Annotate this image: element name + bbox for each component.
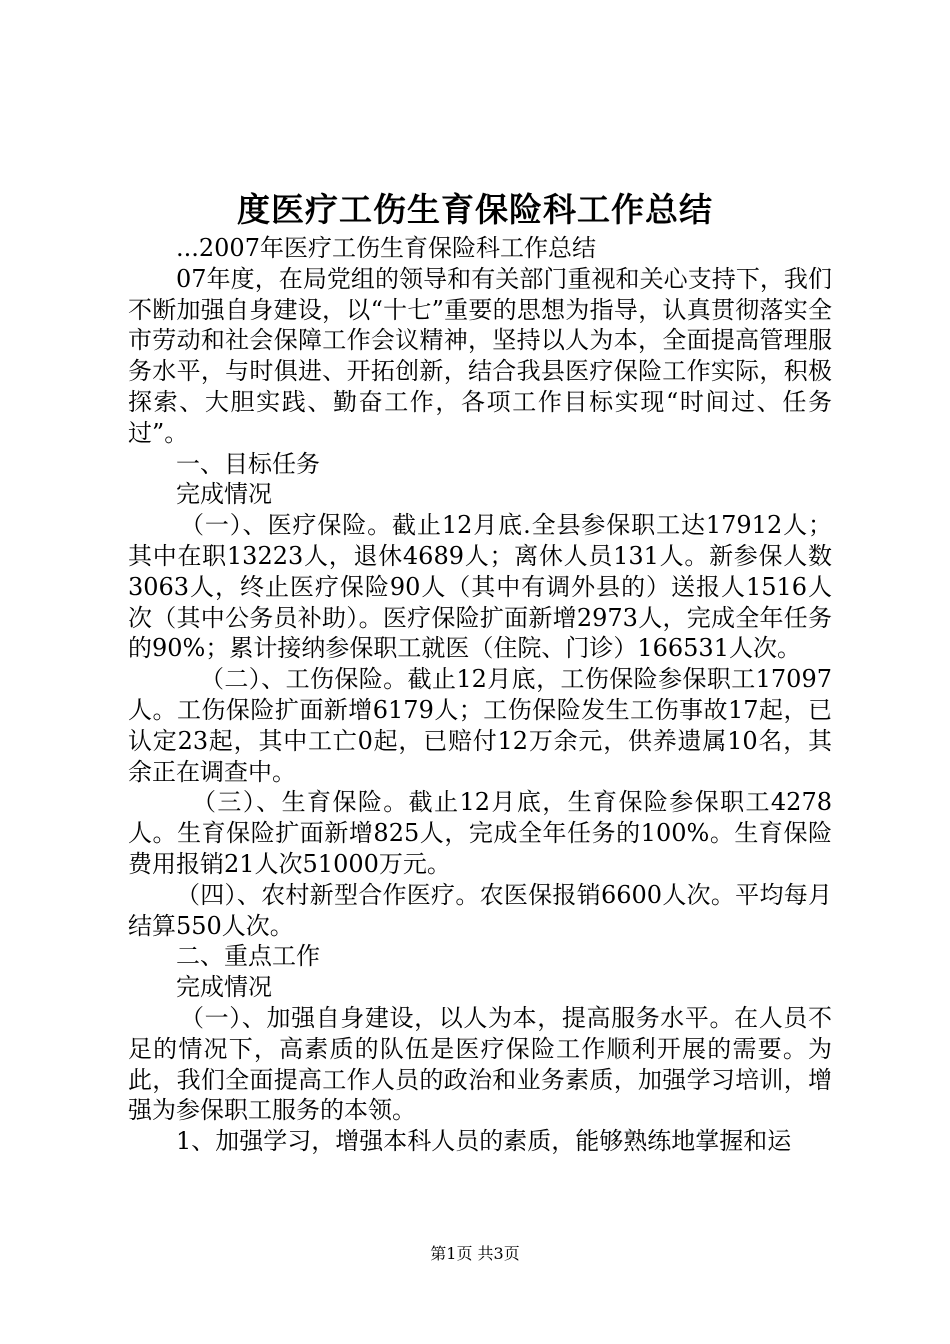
- paragraph-self-building: （一）、加强自身建设，以人为本，提高服务水平。在人员不足的情况下，高素质的队伍是医疗保险工作顺利开展的需要。为此，我们全面提高工作人员的政治和业务素质，加强学习培训，增强为参保职工服务的本领。: [128, 1003, 832, 1125]
- page-number-footer: 第1页 共3页: [430, 1244, 520, 1263]
- document-title: 度医疗工伤生育保险科工作总结: [237, 190, 713, 229]
- section-subheading-completion-2: 完成情况: [176, 973, 272, 1002]
- paragraph-maternity-insurance: （三）、生育保险。截止12月底，生育保险参保职工4278人。生育保险扩面新增825人，完成全年任务的100%。生育保险费用报销21人次51000万元。: [128, 788, 832, 878]
- paragraph-study: 1、加强学习，增强本科人员的素质，能够熟练地掌握和运: [176, 1127, 792, 1156]
- document-body: [128, 233, 832, 1157]
- paragraph-intro: 07年度，在局党组的领导和有关部门重视和关心支持下，我们不断加强自身建设，以“十七”重要的思想为指导，认真贯彻落实全市劳动和社会保障工作会议精神，坚持以人为本，全面提高管理服务水平，与时俱进、开拓创新，结合我县医疗保险工作实际，积极探索、大胆实践、勤奋工作，各项工作目标实现“时间过、任务过”。: [128, 264, 832, 447]
- section-heading-key-work: 二、重点工作: [176, 942, 320, 971]
- section-subheading-completion: 完成情况: [176, 480, 272, 509]
- paragraph-subtitle: ...2007年医疗工伤生育保险科工作总结: [176, 234, 596, 262]
- paragraph-rural-cooperative: （四）、农村新型合作医疗。农医保报销6600人次。平均每月结算550人次。: [128, 880, 832, 940]
- section-heading-goals: 一、目标任务: [176, 449, 320, 478]
- paragraph-medical-insurance: （一）、医疗保险。截止12月底.全县参保职工达17912人；其中在职13223人，退休4689人；离休人员131人。新参保人数3063人，终止医疗保险90人（其中有调外县的）送报人1516人次（其中公务员补助）。医疗保险扩面新增2973人，完成全年任务的90%；累计接纳参保职工就医（住院、门诊）166531人次。: [128, 511, 832, 663]
- paragraph-injury-insurance: （二）、工伤保险。截止12月底，工伤保险参保职工17097人。工伤保险扩面新增6179人；工伤保险发生工伤事故17起，已认定23起，其中工亡0起，已赔付12万余元，供养遗属10名，其余正在调查中。: [128, 665, 832, 786]
